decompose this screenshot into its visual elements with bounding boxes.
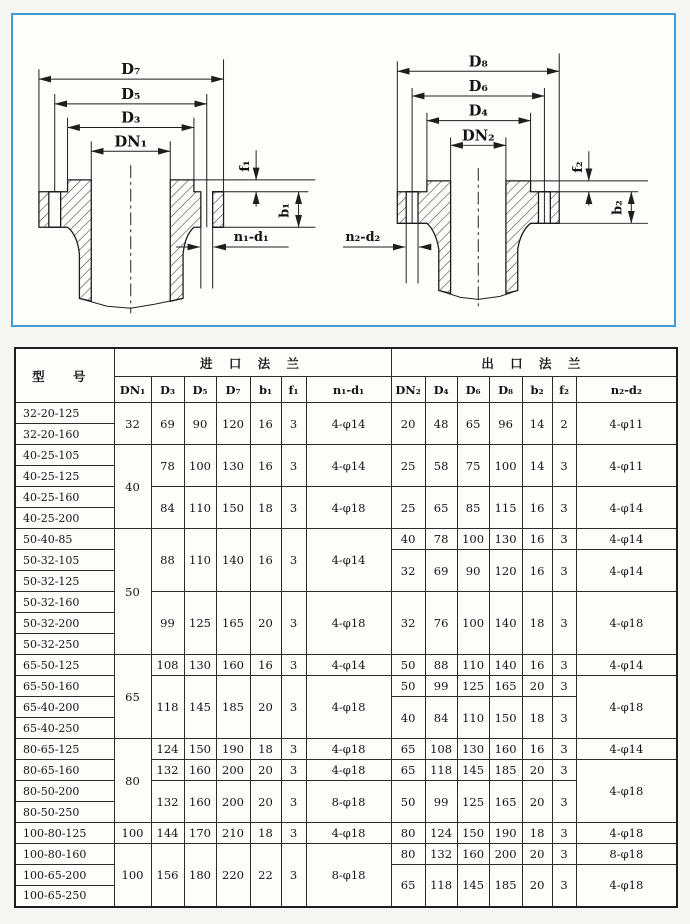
model-cell: 65-40-200 [15,697,114,718]
dim-label-n1-d1: n₁-d₁ [233,230,269,246]
col-header: D₆ [457,377,489,403]
value-cell: 4-φ14 [576,550,677,592]
value-cell: 108 [425,739,457,760]
col-header: b₂ [522,377,552,403]
value-cell: 160 [216,655,250,676]
value-cell: 16 [250,529,281,592]
value-cell: 145 [457,865,489,907]
value-cell: 3 [281,403,306,445]
value-cell: 3 [281,781,306,823]
value-cell: 25 [391,445,425,487]
value-cell: 160 [457,844,489,865]
value-cell: 145 [457,760,489,781]
value-cell: 3 [281,760,306,781]
value-cell: 132 [425,844,457,865]
value-cell: 3 [552,445,576,487]
value-cell: 130 [184,655,216,676]
value-cell: 99 [425,781,457,823]
value-cell: 16 [250,655,281,676]
model-cell: 32-20-125 [15,403,114,424]
dim-label-d3: D₃ [121,109,141,127]
value-cell: 4-φ18 [306,487,391,529]
value-cell: 4-φ18 [306,676,391,739]
value-cell: 8-φ18 [576,844,677,865]
value-cell: 115 [489,487,522,529]
table-row [15,739,677,760]
value-cell: 210 [216,823,250,844]
value-cell: 4-φ14 [306,403,391,445]
value-cell: 50 [114,529,151,655]
value-cell: 100 [114,844,151,907]
value-cell: 84 [425,697,457,739]
col-header: D₈ [489,377,522,403]
value-cell: 75 [457,445,489,487]
value-cell: 132 [151,760,184,781]
value-cell: 130 [216,445,250,487]
model-cell: 100-65-200 [15,865,114,886]
value-cell: 20 [250,676,281,739]
model-cell: 40-25-125 [15,466,114,487]
col-header: n₁-d₁ [306,377,391,403]
value-cell: 108 [151,655,184,676]
value-cell: 65 [391,865,425,907]
value-cell: 65 [425,487,457,529]
value-cell: 125 [457,781,489,823]
value-cell: 50 [391,781,425,823]
value-cell: 3 [552,697,576,739]
value-cell: 4-φ14 [306,445,391,487]
value-cell: 99 [425,676,457,697]
value-cell: 20 [522,676,552,697]
value-cell: 90 [184,403,216,445]
value-cell: 132 [151,781,184,823]
value-cell: 4-φ18 [306,760,391,781]
value-cell: 32 [391,550,425,592]
value-cell: 16 [522,529,552,550]
value-cell: 65 [391,739,425,760]
value-cell: 22 [250,844,281,907]
value-cell: 200 [216,781,250,823]
value-cell: 180 [184,844,216,907]
table-row [15,823,677,844]
value-cell: 4-φ11 [576,403,677,445]
value-cell: 130 [489,529,522,550]
table-row [15,655,677,676]
value-cell: 3 [552,760,576,781]
value-cell: 32 [391,592,425,655]
value-cell: 4-φ14 [306,655,391,676]
dim-label-d5: D₅ [121,85,141,103]
value-cell: 2 [552,403,576,445]
value-cell: 3 [281,844,306,907]
value-cell: 100 [114,823,151,844]
value-cell: 120 [216,403,250,445]
value-cell: 200 [489,844,522,865]
value-cell: 4-φ14 [306,529,391,592]
table-row [15,445,677,466]
value-cell: 48 [425,403,457,445]
value-cell: 110 [457,655,489,676]
value-cell: 4-φ14 [576,487,677,529]
value-cell: 118 [425,760,457,781]
value-cell: 4-φ18 [576,592,677,655]
col-header-model: 型 号 [15,348,114,403]
value-cell: 88 [151,529,184,592]
model-cell: 50-40-85 [15,529,114,550]
value-cell: 50 [391,676,425,697]
model-cell: 50-32-105 [15,550,114,571]
value-cell: 170 [184,823,216,844]
value-cell: 165 [489,781,522,823]
value-cell: 124 [151,739,184,760]
dim-label-d4: D₄ [468,102,488,120]
model-cell: 32-20-160 [15,424,114,445]
value-cell: 99 [151,592,184,655]
dim-label-b2: b₂ [610,200,626,215]
value-cell: 160 [184,760,216,781]
value-cell: 100 [184,445,216,487]
value-cell: 3 [552,655,576,676]
value-cell: 160 [489,739,522,760]
value-cell: 78 [425,529,457,550]
value-cell: 8-φ18 [306,781,391,823]
dim-label-f1: f₁ [238,160,254,172]
model-cell: 40-25-105 [15,445,114,466]
value-cell: 18 [250,739,281,760]
value-cell: 16 [522,487,552,529]
value-cell: 18 [522,592,552,655]
value-cell: 165 [489,676,522,697]
value-cell: 150 [457,823,489,844]
value-cell: 25 [391,487,425,529]
value-cell: 14 [522,445,552,487]
col-header: f₂ [552,377,576,403]
value-cell: 3 [281,655,306,676]
value-cell: 20 [250,781,281,823]
value-cell: 156 [151,844,184,907]
value-cell: 20 [250,760,281,781]
value-cell: 76 [425,592,457,655]
value-cell: 80 [391,844,425,865]
model-cell: 80-65-160 [15,760,114,781]
value-cell: 16 [522,550,552,592]
value-cell: 4-φ18 [306,823,391,844]
model-cell: 65-50-160 [15,676,114,697]
value-cell: 40 [391,529,425,550]
value-cell: 3 [552,823,576,844]
value-cell: 100 [457,592,489,655]
value-cell: 3 [281,739,306,760]
value-cell: 18 [522,823,552,844]
value-cell: 16 [250,445,281,487]
value-cell: 4-φ14 [576,529,677,550]
value-cell: 4-φ14 [576,739,677,760]
value-cell: 20 [250,592,281,655]
value-cell: 18 [522,697,552,739]
value-cell: 118 [425,865,457,907]
value-cell: 185 [216,676,250,739]
value-cell: 4-φ18 [306,739,391,760]
value-cell: 40 [114,445,151,529]
value-cell: 185 [489,760,522,781]
value-cell: 40 [391,697,425,739]
value-cell: 3 [281,676,306,739]
value-cell: 84 [151,487,184,529]
col-header: f₁ [281,377,306,403]
value-cell: 160 [184,781,216,823]
dimension-table [14,347,678,908]
value-cell: 16 [522,655,552,676]
value-cell: 20 [522,760,552,781]
model-cell: 80-65-125 [15,739,114,760]
value-cell: 3 [552,487,576,529]
value-cell: 69 [425,550,457,592]
value-cell: 144 [151,823,184,844]
value-cell: 20 [391,403,425,445]
value-cell: 130 [457,739,489,760]
col-header: DN₂ [391,377,425,403]
value-cell: 100 [489,445,522,487]
value-cell: 125 [457,676,489,697]
model-cell: 80-50-250 [15,802,114,823]
model-cell: 50-32-125 [15,571,114,592]
value-cell: 65 [114,655,151,739]
value-cell: 20 [522,781,552,823]
value-cell: 58 [425,445,457,487]
value-cell: 165 [216,592,250,655]
flange-diagram [11,13,676,327]
model-cell: 65-40-250 [15,718,114,739]
value-cell: 3 [281,592,306,655]
value-cell: 140 [216,529,250,592]
flange-inlet-drawing [39,59,315,313]
value-cell: 50 [391,655,425,676]
value-cell: 100 [457,529,489,550]
model-cell: 40-25-160 [15,487,114,508]
value-cell: 145 [184,676,216,739]
value-cell: 185 [489,865,522,907]
value-cell: 20 [522,844,552,865]
col-group-outlet: 出 口 法 兰 [391,348,677,377]
value-cell: 124 [425,823,457,844]
value-cell: 78 [151,445,184,487]
value-cell: 69 [151,403,184,445]
subheader-row [15,377,677,403]
value-cell: 4-φ14 [576,655,677,676]
value-cell: 32 [114,403,151,445]
col-header: D₄ [425,377,457,403]
value-cell: 110 [457,697,489,739]
col-header: D₃ [151,377,184,403]
value-cell: 150 [184,739,216,760]
value-cell: 150 [216,487,250,529]
value-cell: 80 [114,739,151,823]
value-cell: 3 [552,844,576,865]
value-cell: 4-φ18 [576,676,677,739]
value-cell: 110 [184,529,216,592]
value-cell: 3 [281,823,306,844]
value-cell: 3 [552,592,576,655]
value-cell: 90 [457,550,489,592]
value-cell: 4-φ18 [576,823,677,844]
value-cell: 140 [489,592,522,655]
value-cell: 4-φ18 [576,865,677,907]
value-cell: 85 [457,487,489,529]
value-cell: 120 [489,550,522,592]
model-cell: 40-25-200 [15,508,114,529]
model-cell: 50-32-160 [15,592,114,613]
col-group-inlet: 进 口 法 兰 [114,348,391,377]
value-cell: 118 [151,676,184,739]
dim-label-d6: D₆ [468,78,488,96]
value-cell: 3 [281,529,306,592]
value-cell: 3 [552,529,576,550]
value-cell: 80 [391,823,425,844]
model-cell: 100-80-125 [15,823,114,844]
value-cell: 3 [281,445,306,487]
flange-drawing-svg [13,15,674,325]
flange-outlet-drawing [343,53,648,306]
table-row [15,403,677,424]
col-header: D₇ [216,377,250,403]
model-cell: 50-32-200 [15,613,114,634]
value-cell: 110 [184,487,216,529]
value-cell: 16 [522,739,552,760]
dimension-table-wrap [14,347,676,908]
value-cell: 18 [250,487,281,529]
col-header: DN₁ [114,377,151,403]
col-header: n₂-d₂ [576,377,677,403]
value-cell: 3 [552,676,576,697]
model-cell: 50-32-250 [15,634,114,655]
dim-label-dn2: DN₂ [461,127,495,145]
value-cell: 3 [281,487,306,529]
value-cell: 125 [184,592,216,655]
value-cell: 220 [216,844,250,907]
value-cell: 96 [489,403,522,445]
value-cell: 8-φ18 [306,844,391,907]
value-cell: 3 [552,739,576,760]
value-cell: 65 [457,403,489,445]
value-cell: 4-φ18 [576,760,677,823]
model-cell: 100-80-160 [15,844,114,865]
value-cell: 20 [522,865,552,907]
col-header: b₁ [250,377,281,403]
value-cell: 140 [489,655,522,676]
value-cell: 65 [391,760,425,781]
table-body [15,403,677,907]
dim-label-d8: D₈ [468,53,488,71]
dim-label-dn1: DN₁ [114,133,148,151]
value-cell: 190 [489,823,522,844]
table-row [15,529,677,550]
dim-label-f2: f₂ [570,161,586,173]
value-cell: 190 [216,739,250,760]
value-cell: 88 [425,655,457,676]
dim-label-b1: b₁ [277,203,293,218]
value-cell: 14 [522,403,552,445]
model-cell: 80-50-200 [15,781,114,802]
value-cell: 3 [552,550,576,592]
value-cell: 3 [552,781,576,823]
col-header: D₅ [184,377,216,403]
value-cell: 200 [216,760,250,781]
model-cell: 65-50-125 [15,655,114,676]
value-cell: 16 [250,403,281,445]
value-cell: 150 [489,697,522,739]
table-row [15,844,677,865]
model-cell: 100-65-250 [15,886,114,907]
value-cell: 4-φ11 [576,445,677,487]
value-cell: 18 [250,823,281,844]
value-cell: 4-φ18 [306,592,391,655]
dim-label-n2-d2: n₂-d₂ [345,230,381,246]
value-cell: 3 [552,865,576,907]
dim-label-d7: D₇ [121,61,141,79]
